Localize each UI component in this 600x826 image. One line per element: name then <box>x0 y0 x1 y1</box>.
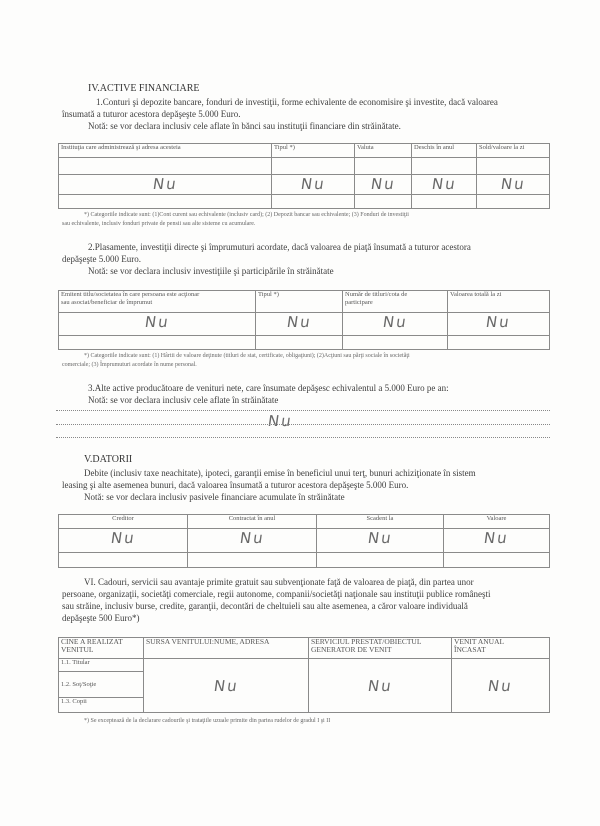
accounts-col-opened: Deschis în anul <box>412 144 477 158</box>
handwritten-nu: Nu <box>238 528 266 547</box>
section-iv-p3-line1: 3.Alte active producătoare de venituri nete, care însumate depăşesc echivalentul a 5.000 Euro pe an: <box>88 383 449 393</box>
debts-table-header <box>59 515 550 529</box>
handwritten-nu: Nu <box>109 528 137 547</box>
other-assets-value <box>268 412 293 430</box>
handwritten-nu: Nu <box>430 174 458 193</box>
section-iv-p1-line2: însumată a tuturor acestora depăşeşte 5.000 Euro. <box>62 109 241 119</box>
handwritten-nu: Nu <box>381 313 409 332</box>
debts-col-due: Scadent la <box>317 515 444 529</box>
section-vi-line3: sau străine, inclusiv burse, credite, garanţii, decontări de cheltuieli sau alte asemenea, a căror valoare individuală <box>62 601 468 611</box>
handwritten-nu: Nu <box>143 313 171 332</box>
gifts-col-source: SURSA VENITULUI:NUME, ADRESA <box>144 638 309 659</box>
handwritten-nu: Nu <box>285 313 313 332</box>
accounts-table <box>58 143 550 209</box>
section-iv-p3-note: Notă: se vor declara inclusiv cele aflate în străinătate <box>88 395 279 405</box>
debts-col-contracted: Contractat în anul <box>188 515 317 529</box>
section-v-note: Notă: se vor declara inclusiv pasivele financiare acumulate în străinătate <box>84 492 345 502</box>
table-row <box>59 528 550 553</box>
investments-col-titles: Număr de titluri/cota de participare <box>343 291 448 313</box>
table-row <box>59 174 550 194</box>
accounts-table-header <box>59 144 550 158</box>
accounts-col-type: Tipul *) <box>272 144 355 158</box>
handwritten-nu: Nu <box>366 676 394 695</box>
investments-table-header <box>59 291 550 313</box>
section-v-title: V.DATORII <box>84 454 133 465</box>
handwritten-nu: Nu <box>212 676 240 695</box>
handwritten-nu: Nu <box>499 174 527 193</box>
investments-col-issuer: Emitent titlu/societatea în care persoana este acţionar sau asociat/beneficiar de împrumut <box>59 291 256 313</box>
section-iv-title: IV.ACTIVE FINANCIARE <box>88 83 200 94</box>
section-iv-p2-line2: depăşeşte 5.000 Euro. <box>62 254 141 264</box>
row-label-titular: 1.1. Titular <box>59 659 144 672</box>
investments-col-type: Tipul *) <box>256 291 343 313</box>
dotted-line <box>56 424 550 425</box>
gifts-col-service: SERVICIUL PRESTAT/OBIECTUL GENERATOR DE VENIT <box>309 638 452 659</box>
accounts-col-currency: Valuta <box>355 144 412 158</box>
debts-col-value: Valoare <box>444 515 550 529</box>
handwritten-nu: Nu <box>266 412 294 430</box>
section-iv-p2-note: Notă: se vor declara inclusiv investiţiile şi participările în străinătate <box>88 266 334 276</box>
investments-footnote-1: *) Categoriile indicate sunt: (1) Hârtii de valoare deţinute (titluri de stat, certificate, obligaţiuni); (2)Acţiuni sau părţi sociale în societăţi <box>84 353 410 359</box>
section-iv-p2-line1: 2.Plasamente, investiţii directe şi împrumuturi acordate, dacă valoarea de piaţă însumată a tuturor acestora <box>88 242 471 252</box>
dotted-line <box>56 410 550 411</box>
table-row <box>59 553 550 568</box>
handwritten-nu: Nu <box>151 174 179 193</box>
dotted-line <box>56 437 550 438</box>
section-v-line2: leasing şi alte asemenea bunuri, dacă valoarea însumată a tuturor acestora depăşeşte 5.000 Euro. <box>62 480 409 490</box>
accounts-col-balance: Sold/valoare la zi <box>477 144 550 158</box>
table-row <box>59 659 550 672</box>
row-label-children: 1.3. Copii <box>59 697 144 712</box>
investments-footnote-2: comerciale; (3) Împrumuturi acordate în nume personal. <box>62 362 197 368</box>
gifts-table <box>58 637 550 713</box>
handwritten-nu: Nu <box>484 313 513 332</box>
section-vi-line1: VI. Cadouri, servicii sau avantaje primite gratuit sau subvenţionate faţă de valoarea de piaţă, din partea unor <box>84 577 474 587</box>
handwritten-nu: Nu <box>366 528 394 547</box>
handwritten-nu: Nu <box>299 174 327 193</box>
accounts-col-institution: Instituţia care administrează şi adresa acesteia <box>59 144 272 158</box>
table-row <box>59 194 550 208</box>
investments-table <box>58 290 550 350</box>
debts-col-creditor: Creditor <box>59 515 188 529</box>
section-iv-p1-line1: 1.Conturi şi depozite bancare, fonduri de investiţii, forme echivalente de economisire şi investite, dacă valoarea <box>96 97 498 107</box>
handwritten-nu: Nu <box>482 528 511 547</box>
table-row <box>59 158 550 175</box>
gifts-col-income: VENIT ANUAL ÎNCASAT <box>452 638 550 659</box>
gifts-footnote: *) Se exceptează de la declarare cadourile şi trataţiile uzuale primite din partea rudelor de gradul I şi II <box>84 718 331 724</box>
table-row <box>59 335 550 349</box>
section-iv-p1-note: Notă: se vor declara inclusiv cele aflate în bănci sau instituţii financiare din străinătate. <box>88 121 401 131</box>
gifts-table-header <box>59 638 550 659</box>
handwritten-nu: Nu <box>369 174 397 193</box>
accounts-footnote-2: sau echivalente, inclusiv fonduri private de pensii sau alte sisteme cu acumulare. <box>62 221 256 227</box>
accounts-footnote-1: *) Categoriile indicate sunt: (1)Cont curent sau echivalente (inclusiv card); (2) Depozit bancar sau echivalente; (3) Fonduri de investiţii <box>84 212 409 218</box>
handwritten-nu: Nu <box>486 676 515 695</box>
debts-table <box>58 514 550 568</box>
investments-col-value: Valoarea totală la zi <box>448 291 550 313</box>
section-v-line1: Debite (inclusiv taxe neachitate), ipoteci, garanţii emise în beneficiul unui terţ, bunuri achiziţionate în sistem <box>84 468 476 478</box>
row-label-spouse: 1.2. Soţ/Soţie <box>59 672 144 698</box>
gifts-col-who: CINE A REALIZAT VENITUL <box>59 638 144 659</box>
section-vi-line4: depăşeşte 500 Euro*) <box>62 613 140 623</box>
table-row <box>59 313 550 335</box>
section-vi-line2: persoane, organizaţii, societăţi comerciale, regii autonome, companii/societăţi naţionale sau instituţii publice româneşti <box>62 589 491 599</box>
